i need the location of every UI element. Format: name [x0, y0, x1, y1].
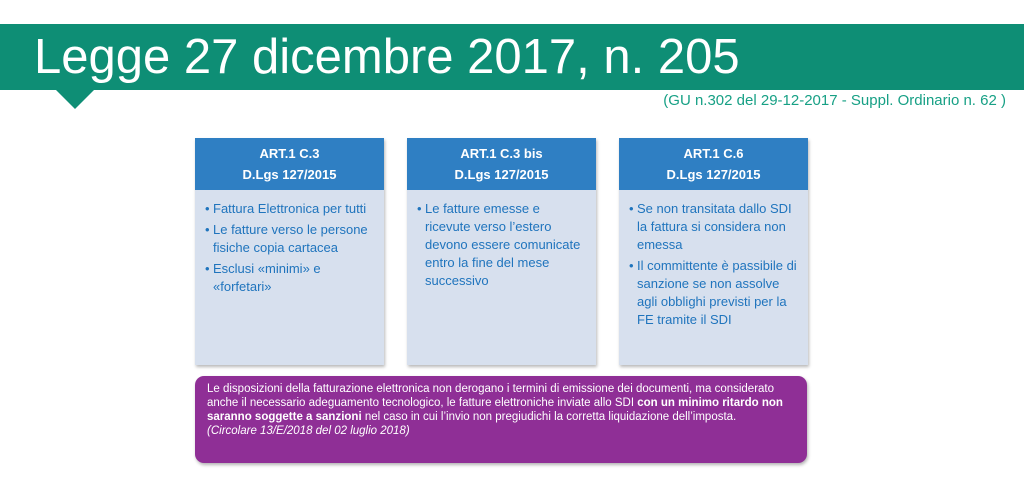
list-item: • Le fatture verso le persone fisiche copia cartacea [205, 221, 376, 257]
card-subtitle: D.Lgs 127/2015 [454, 167, 549, 182]
list-item: • Fattura Elettronica per tutti [205, 200, 376, 218]
note-text: Le disposizioni della fatturazione elettronica non derogano i termini di emissione dei documenti, ma considerato anche il necessario adeguamento tecnologico, le fatture elettroniche inviate allo SDI [207, 383, 775, 409]
note-text-end: nel caso in cui l’invio non pregiudichi la corretta liquidazione dell’imposta. [361, 411, 737, 423]
note-box [195, 376, 807, 463]
card-header [619, 138, 808, 190]
card-subtitle: D.Lgs 127/2015 [666, 167, 761, 182]
list-item: • Esclusi «minimi» e «forfetari» [205, 260, 376, 296]
banner-notch [55, 89, 95, 109]
card-body [195, 190, 384, 307]
list-item: • Le fatture emesse e ricevute verso l’estero devono essere comunicate entro la fine del mese successivo [417, 200, 588, 290]
card-header [407, 138, 596, 190]
card-body [619, 190, 808, 340]
card-title: ART.1 C.3 [259, 146, 320, 161]
card-title: ART.1 C.6 [683, 146, 744, 161]
card-subtitle: D.Lgs 127/2015 [242, 167, 337, 182]
card-header [195, 138, 384, 190]
note-citation: (Circolare 13/E/2018 del 02 luglio 2018) [207, 425, 410, 437]
card-body [407, 190, 596, 301]
card-title: ART.1 C.3 bis [460, 146, 543, 161]
list-item: • Il committente è passibile di sanzione se non assolve agli obblighi previsti per la FE tramite il SDI [629, 257, 800, 329]
page-subtitle: (GU n.302 del 29-12-2017 - Suppl. Ordinario n. 62 ) [663, 92, 1006, 109]
list-item: • Se non transitata dallo SDI la fattura si considera non emessa [629, 200, 800, 254]
card-art1-c6 [619, 138, 808, 365]
note-highlight: con un minimo ritardo non saranno soggette a sanzioni [207, 397, 783, 423]
card-art1-c3-bis [407, 138, 596, 365]
page-title: Legge 27 dicembre 2017, n. 205 [34, 30, 740, 84]
card-art1-c3 [195, 138, 384, 365]
